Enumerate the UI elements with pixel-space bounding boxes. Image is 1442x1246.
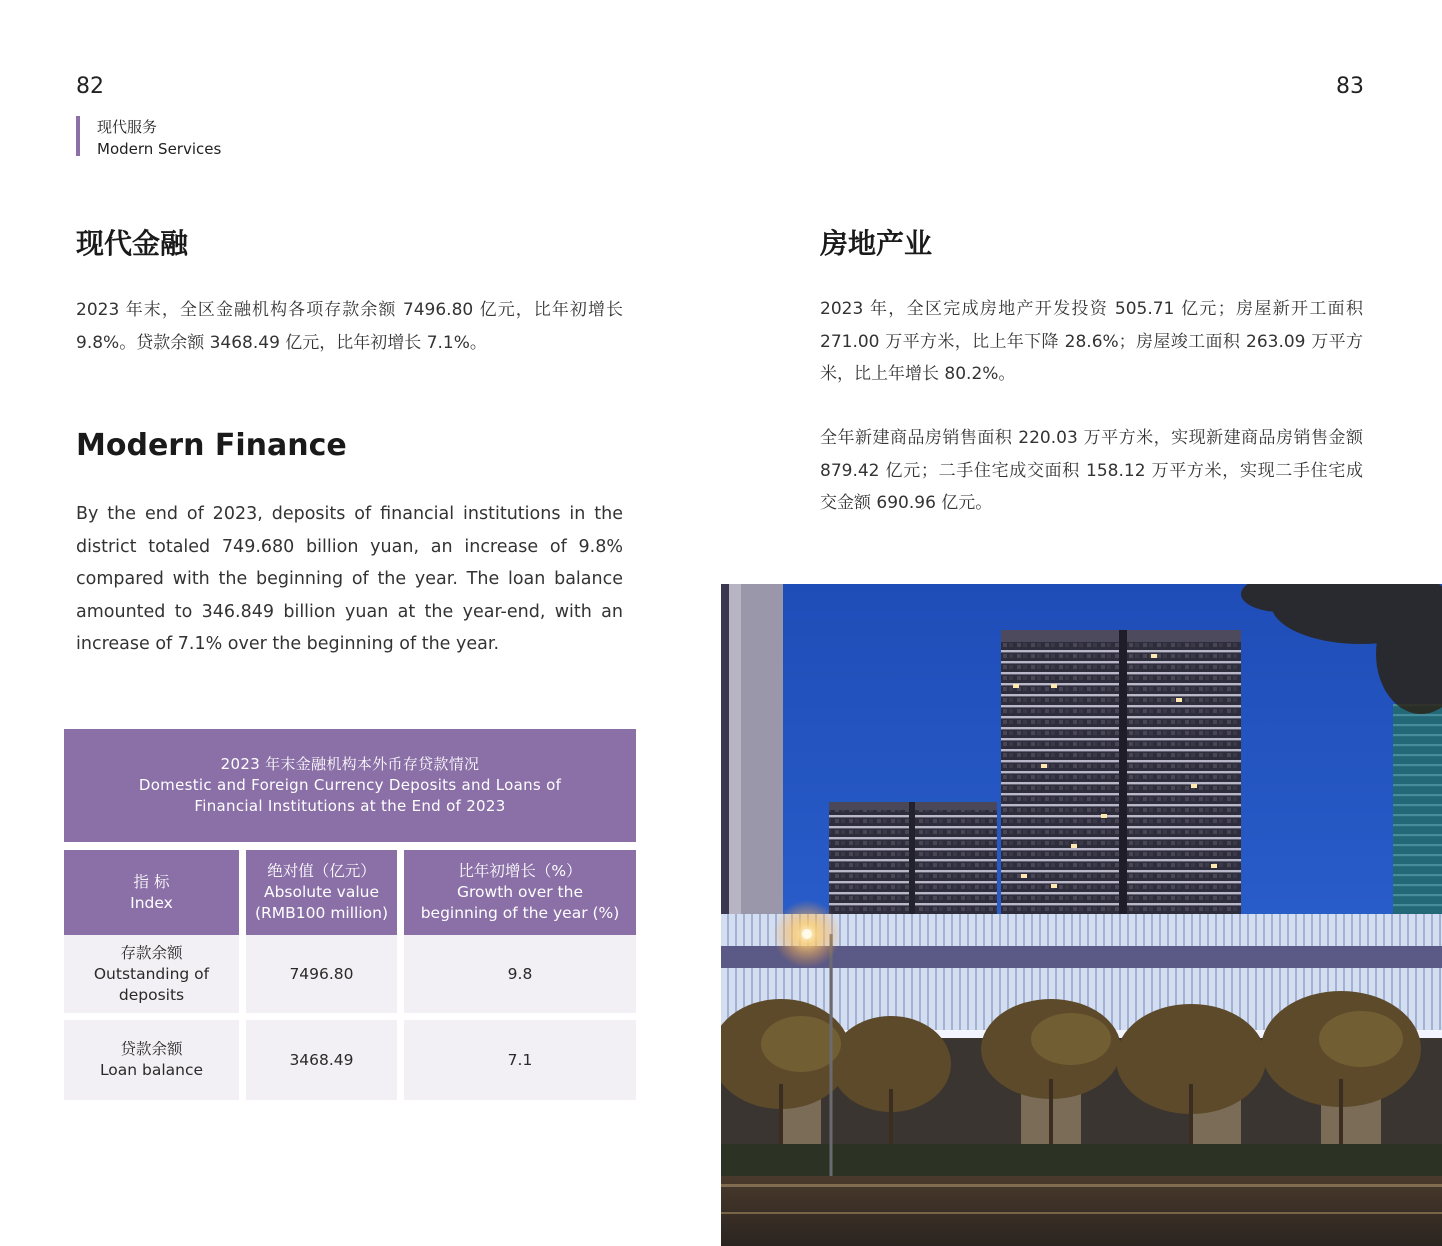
table-cell-deposits-growth: 9.8: [404, 935, 636, 1013]
section-tag-cn: 现代服务: [97, 118, 158, 136]
header-en: beginning of the year (%): [420, 904, 620, 922]
table-cell-loans-growth: 7.1: [404, 1020, 636, 1100]
header-cn: 指 标: [133, 872, 170, 891]
row-label-cn: 存款余额: [120, 943, 183, 962]
table-title-en-1: Domestic and Foreign Currency Deposits and Loans of: [138, 776, 562, 794]
header-en: Growth over the: [457, 883, 583, 901]
table-header-absolute-value: [246, 850, 397, 935]
table-header-index: [64, 850, 239, 935]
table-title-en-2: Financial Institutions at the End of 2023: [194, 797, 506, 815]
finance-heading-cn: 现代金融: [76, 227, 189, 260]
table-header-growth: [404, 850, 636, 935]
page-number-right: 83: [1336, 74, 1364, 99]
real-estate-paragraph-2: 全年新建商品房销售面积 220.03 万平方米，实现新建商品房销售金额 879.42 亿元；二手住宅成交面积 158.12 万平方米，实现二手住宅成交金额 690.96 亿元。: [820, 428, 1363, 513]
header-en: (RMB100 million): [254, 904, 388, 922]
page-number-left: 82: [76, 74, 104, 99]
section-tag: [76, 116, 221, 156]
finance-heading-en: Modern Finance: [76, 428, 347, 463]
real-estate-heading-cn: 房地产业: [820, 227, 933, 260]
table-title: [64, 729, 636, 842]
header-en: Absolute value: [263, 883, 379, 901]
row-label-en: Loan balance: [99, 1061, 204, 1079]
table-title-cn: 2023 年末金融机构本外币存贷款情况: [220, 755, 480, 773]
cityscape-photo: [721, 584, 1442, 1246]
row-label-en: Outstanding of: [93, 964, 210, 983]
header-cn: 绝对值（亿元）: [267, 862, 376, 880]
section-tag-en: Modern Services: [97, 140, 222, 158]
finance-paragraph-cn: 2023 年末，全区金融机构各项存款余额 7496.80 亿元，比年初增长 9.8%。贷款余额 3468.49 亿元，比年初增长 7.1%。: [76, 300, 623, 353]
table-row-loans-label: [64, 1020, 239, 1100]
header-cn: 比年初增长（%）: [458, 862, 582, 880]
header-en: Index: [130, 893, 173, 912]
row-label-en: deposits: [118, 985, 185, 1004]
row-label-cn: 贷款余额: [120, 1040, 183, 1058]
finance-paragraph-en: By the end of 2023, deposits of financial institutions in the district totaled 749.680 billion yuan, an increase of 9.8% compared with the beginning of the year. The loan balance amounted to 346.849 billion yuan at the year-end, with an increase of 7.1% over the beginning of the year.: [76, 504, 623, 654]
real-estate-paragraph-1: 2023 年，全区完成房地产开发投资 505.71 亿元；房屋新开工面积 271.00 万平方米，比上年下降 28.6%；房屋竣工面积 263.09 万平方米，比上年增长 80.2%。: [820, 299, 1363, 384]
table-cell-loans-value: 3468.49: [246, 1020, 397, 1100]
table-cell-deposits-value: 7496.80: [246, 935, 397, 1013]
table-row-deposits-label: [64, 935, 239, 1013]
